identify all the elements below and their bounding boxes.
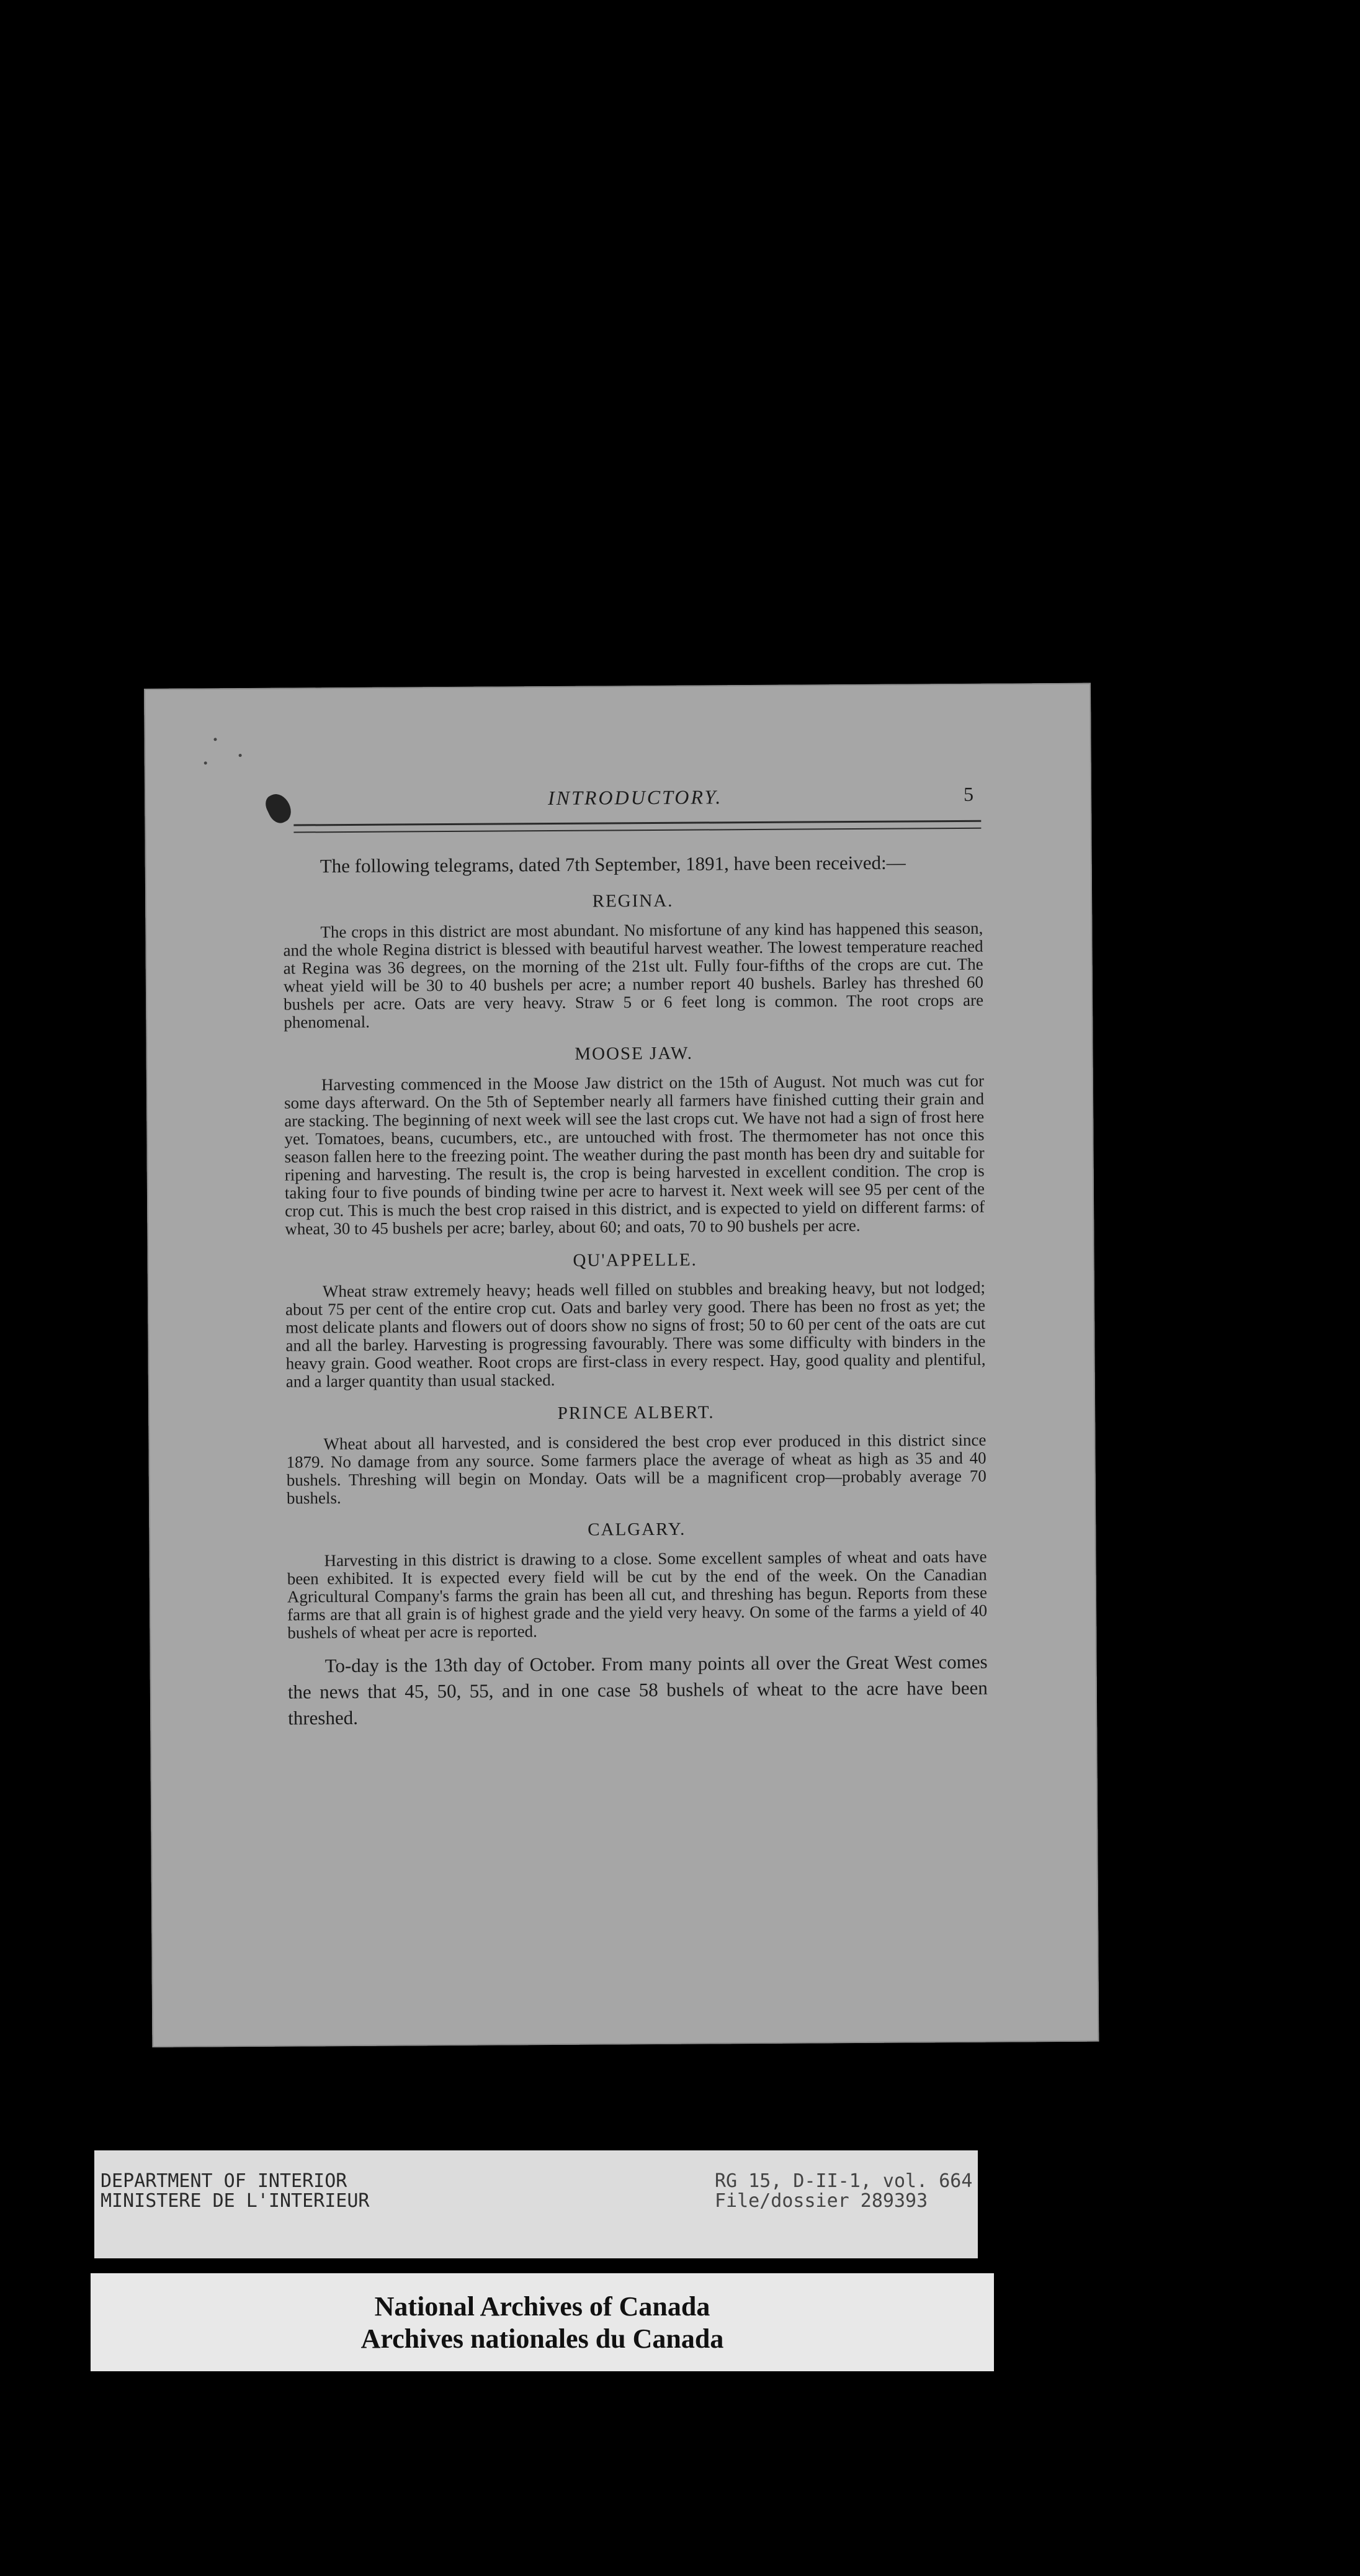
closing-paragraph: To-day is the 13th day of October. From many points all over the Great West comes the news that 45, 50, 55, and in one case 58 bushels of wheat to the acre have been threshed. bbox=[287, 1650, 988, 1729]
reference-number: RG 15, D-II-1, vol. 664 bbox=[715, 2170, 973, 2192]
document-page bbox=[144, 683, 1099, 2047]
file-number: File/dossier 289393 bbox=[715, 2190, 928, 2212]
header-rule-bottom bbox=[293, 828, 981, 833]
running-head bbox=[145, 784, 1091, 816]
section-text-regina: The crops in this district are most abundant. No misfortune of any kind has happened this season, and the whole Regina district is blessed with beautiful harvest weather. The lowest temperature reached at Regina was 36 degrees, on the morning of the 21st ult. Fully four-fifths of the crops are cut. The wheat yield will be 30 to 40 bushels per acre; a number report 40 bushels. Barley has threshed 60 bushels per acre. Oats are very heavy. Straw 5 or 6 feet long is common. The root crops are phenomenal. bbox=[283, 918, 984, 1032]
page-number: 5 bbox=[963, 782, 974, 805]
section-heading-calgary: CALGARY. bbox=[588, 1519, 686, 1540]
page-body bbox=[283, 850, 988, 1732]
running-head-title: INTRODUCTORY. bbox=[547, 785, 723, 810]
section-text-calgary: Harvesting in this district is drawing to a close. Some excellent samples of wheat and oats have been exhibited. It is expected every field will be cut by the end of the week. On the Canadian Agricultural Company's farms the grain has been all cut, and threshing has begun. Reports from these farms are that all grain is of highest grade and the yield very heavy. On some of the farms a yield of 40 bushels of wheat per acre is reported. bbox=[287, 1547, 988, 1642]
archives-name-fr: Archives nationales du Canada bbox=[360, 2323, 724, 2354]
department-block bbox=[101, 2171, 369, 2211]
department-fr: MINISTERE DE L'INTERIEUR bbox=[101, 2190, 370, 2212]
speck bbox=[204, 761, 207, 764]
header-rule-top bbox=[293, 820, 981, 826]
intro-paragraph: The following telegrams, dated 7th September, 1891, have been received:— bbox=[320, 851, 906, 877]
section-text-prince-albert: Wheat about all harvested, and is considered the best crop ever produced in this district since 1879. No damage from any source. Some farmers place the average of wheat as high as 35 and 40 bushels. Threshing will begin on Monday. Oats will be a magnificent crop—probably average 70 bushels. bbox=[286, 1430, 986, 1508]
speck bbox=[239, 754, 242, 757]
department-en: DEPARTMENT OF INTERIOR bbox=[101, 2170, 347, 2192]
archive-reference-label bbox=[94, 2150, 978, 2258]
section-heading-prince-albert: PRINCE ALBERT. bbox=[557, 1402, 715, 1423]
section-heading-quappelle: QU'APPELLE. bbox=[573, 1250, 697, 1271]
archives-footer-label bbox=[91, 2273, 994, 2371]
reference-block bbox=[715, 2171, 972, 2211]
section-text-moose-jaw: Harvesting commenced in the Moose Jaw district on the 15th of August. Not much was cut for some days afterward. On the 5th of September nearly all farmers have finished cutting their grain and are stacking. The beginning of next week will see the last crops cut. We have not had a sign of frost here yet. Tomatoes, beans, cucumbers, etc., are untouched with frost. The thermometer has not once this season fallen here to the freezing point. The weather during the past month has been dry and suitable for ripening and harvesting. The result is, the crop is being harvested in excellent condition. The crop is taking four to five pounds of binding twine per acre to harvest it. Next week will see 95 per cent of the crop cut. This is much the best crop raised in this district, and is expected to yield on different farms: of wheat, 30 to 45 bushels per acre; barley, about 60; and oats, 70 to 90 bushels per acre. bbox=[284, 1071, 985, 1238]
archives-name-en: National Archives of Canada bbox=[374, 2291, 710, 2322]
section-heading-regina: REGINA. bbox=[592, 890, 674, 911]
speck bbox=[213, 738, 217, 741]
section-heading-moose-jaw: MOOSE JAW. bbox=[575, 1043, 694, 1064]
section-text-quappelle: Wheat straw extremely heavy; heads well filled on stubbles and breaking heavy, but not lodged; about 75 per cent of the entire crop cut. Oats and barley very good. There has been no frost as yet; the most delicate plants and flowers out of doors show no signs of frost; 50 to 60 per cent of the oats are cut and all the barley. Harvesting is progressing favourably. There was some difficulty with binders in the heavy grain. Good weather. Root crops are first-class in every respect. Hay, good quality and plentiful, and a larger quantity than usual stacked. bbox=[285, 1277, 986, 1391]
